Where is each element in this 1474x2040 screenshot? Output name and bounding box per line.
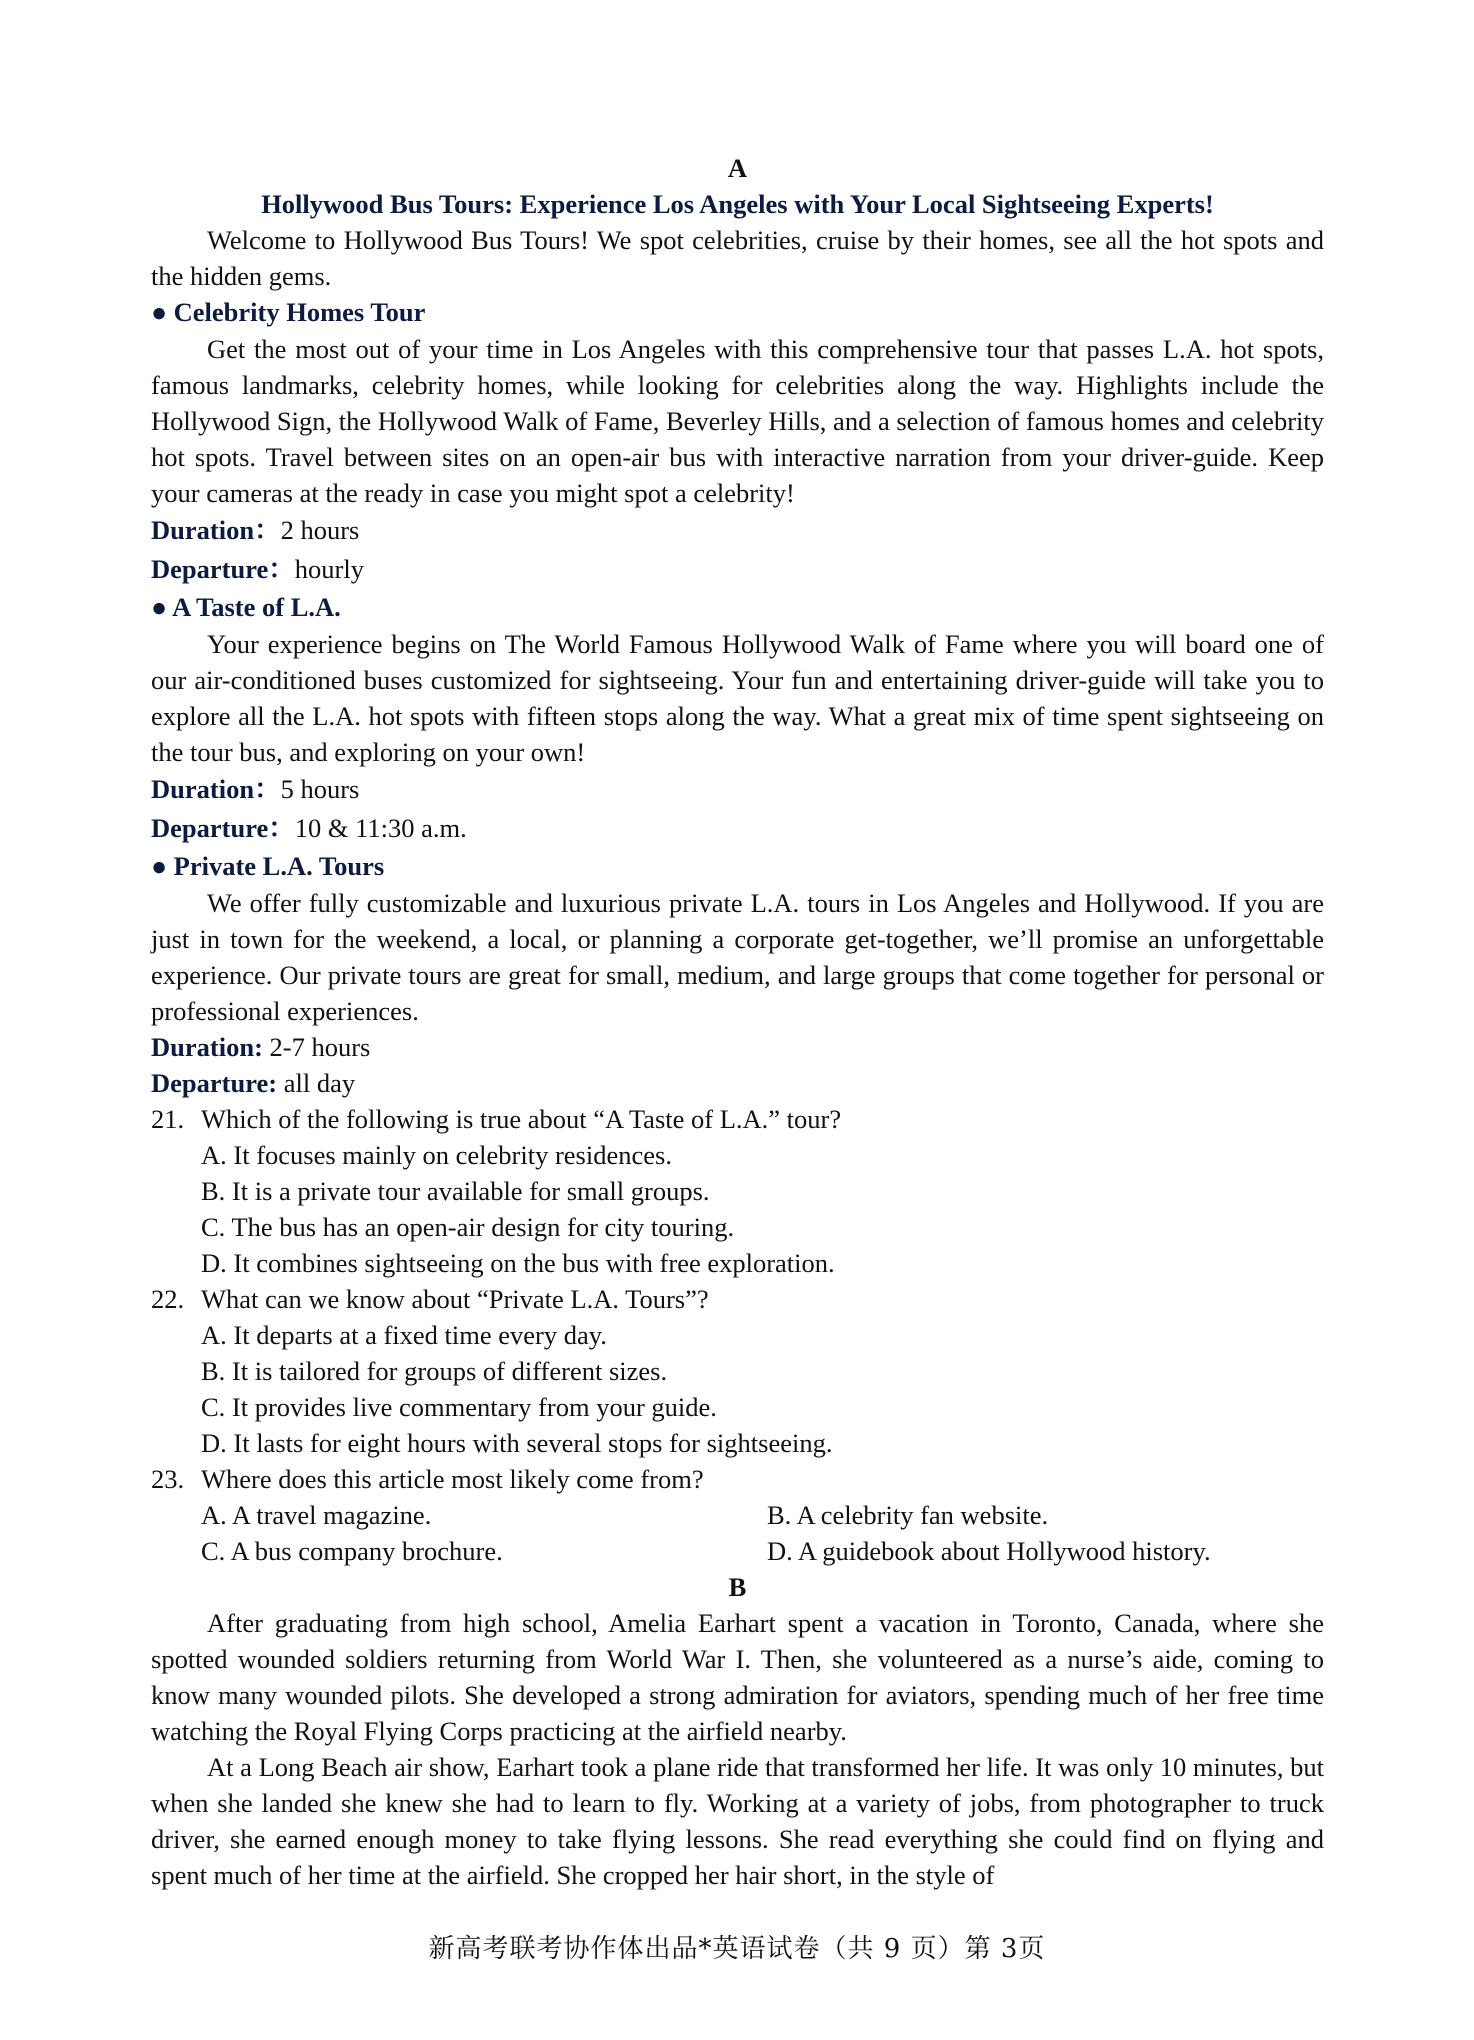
passage-b-paragraph: After graduating from high school, Amelia Earhart spent a vacation in Toronto, Canada, where she spotted wounded soldiers returning from World War I. Then, she volunteered as a nurse’s aide, coming to know many wounded pilots. She developed a strong admiration for aviators, spending much of her free time watching the Royal Flying Corps practicing at the airfield nearby. [151,1608,1324,1746]
page-footer: 新高考联考协作体出品*英语试卷（共 9 页）第 3页 [428,1934,1046,1964]
answer-option: C. It provides live commentary from your guide. [201,1392,717,1422]
tour-description: Your experience begins on The World Famous Hollywood Walk of Fame where you will board one of our air-conditioned buses customized for sightseeing. Your fun and entertaining driver-guide will take you to explore all the L.A. hot spots with fifteen stops along the way. What a great mix of time spent sightseeing on the tour bus, and exploring on your own! [151,629,1324,767]
answer-option-row [151,1497,1324,1533]
tour-duration [151,770,1324,809]
departure-label: Departure: [151,1068,278,1098]
tour-heading-taste-of-la: ● A Taste of L.A. [151,592,341,622]
question-22 [151,1281,1324,1317]
duration-value: 2 hours [280,515,360,545]
question-21 [151,1101,1324,1137]
departure-value: 10 & 11:30 a.m. [294,813,467,843]
departure-value: all day [283,1068,356,1098]
tour-heading-celebrity-homes: ● Celebrity Homes Tour [151,297,426,327]
answer-option-row [151,1533,1324,1569]
question-text: Which of the following is true about “A Taste of L.A.” tour? [201,1104,842,1134]
tour-departure [151,550,1324,589]
duration-label: Duration: [151,1032,263,1062]
answer-option: B. A celebrity fan website. [767,1500,1049,1530]
answer-option: D. A guidebook about Hollywood history. [767,1536,1211,1566]
answer-option: B. It is a private tour available for small groups. [201,1176,710,1206]
question-number: 21. [151,1104,185,1134]
duration-value: 2-7 hours [269,1032,371,1062]
answer-option: C. A bus company brochure. [201,1536,503,1566]
section-b-label: B [728,1572,747,1602]
tour-description: Get the most out of your time in Los Angeles with this comprehensive tour that passes L.A. hot spots, famous landmarks, celebrity homes, while looking for celebrities along the way. Highlights include the Hollywood Sign, the Hollywood Walk of Fame, Beverley Hills, and a selection of famous homes and celebrity hot spots. Travel between sites on an open-air bus with interactive narration from your driver-guide. Keep your cameras at the ready in case you might spot a celebrity! [151,334,1324,508]
question-text: Where does this article most likely come from? [201,1464,704,1494]
duration-value: 5 hours [280,774,360,804]
question-text: What can we know about “Private L.A. Tours”? [201,1284,709,1314]
tour-duration [151,511,1324,550]
answer-option: A. It focuses mainly on celebrity residences. [201,1140,672,1170]
tour-departure [151,809,1324,848]
intro-paragraph: Welcome to Hollywood Bus Tours! We spot celebrities, cruise by their homes, see all the hot spots and the hidden gems. [151,225,1324,291]
answer-option: A. A travel magazine. [201,1500,432,1530]
departure-value: hourly [294,554,364,584]
duration-label: Duration： [151,515,281,545]
exam-page [151,150,1324,1893]
tour-heading-private-la: ● Private L.A. Tours [151,851,385,881]
departure-label: Departure： [151,813,295,843]
duration-label: Duration： [151,774,281,804]
tour-duration [151,1029,1324,1065]
answer-option: C. The bus has an open-air design for city touring. [201,1212,735,1242]
tour-departure [151,1065,1324,1101]
question-number: 22. [151,1284,185,1314]
question-23 [151,1461,1324,1497]
question-number: 23. [151,1464,185,1494]
tour-description: We offer fully customizable and luxurious private L.A. tours in Los Angeles and Hollywood. If you are just in town for the weekend, a local, or planning a corporate get-together, we’ll promise an unforgettable experience. Our private tours are great for small, medium, and large groups that come together for personal or professional experiences. [151,888,1324,1026]
passage-headline: Hollywood Bus Tours: Experience Los Angeles with Your Local Sightseeing Experts! [261,189,1214,219]
answer-option: B. It is tailored for groups of different sizes. [201,1356,668,1386]
answer-option: D. It lasts for eight hours with several stops for sightseeing. [201,1428,833,1458]
section-a-label: A [727,153,748,183]
answer-option: A. It departs at a fixed time every day. [201,1320,607,1350]
passage-b-paragraph: At a Long Beach air show, Earhart took a plane ride that transformed her life. It was only 10 minutes, but when she landed she knew she had to learn to fly. Working at a variety of jobs, from photographer to truck driver, she earned enough money to take flying lessons. She read everything she could find on flying and spent much of her time at the airfield. She cropped her hair short, in the style of [151,1752,1324,1890]
departure-label: Departure： [151,554,295,584]
answer-option: D. It combines sightseeing on the bus with free exploration. [201,1248,835,1278]
